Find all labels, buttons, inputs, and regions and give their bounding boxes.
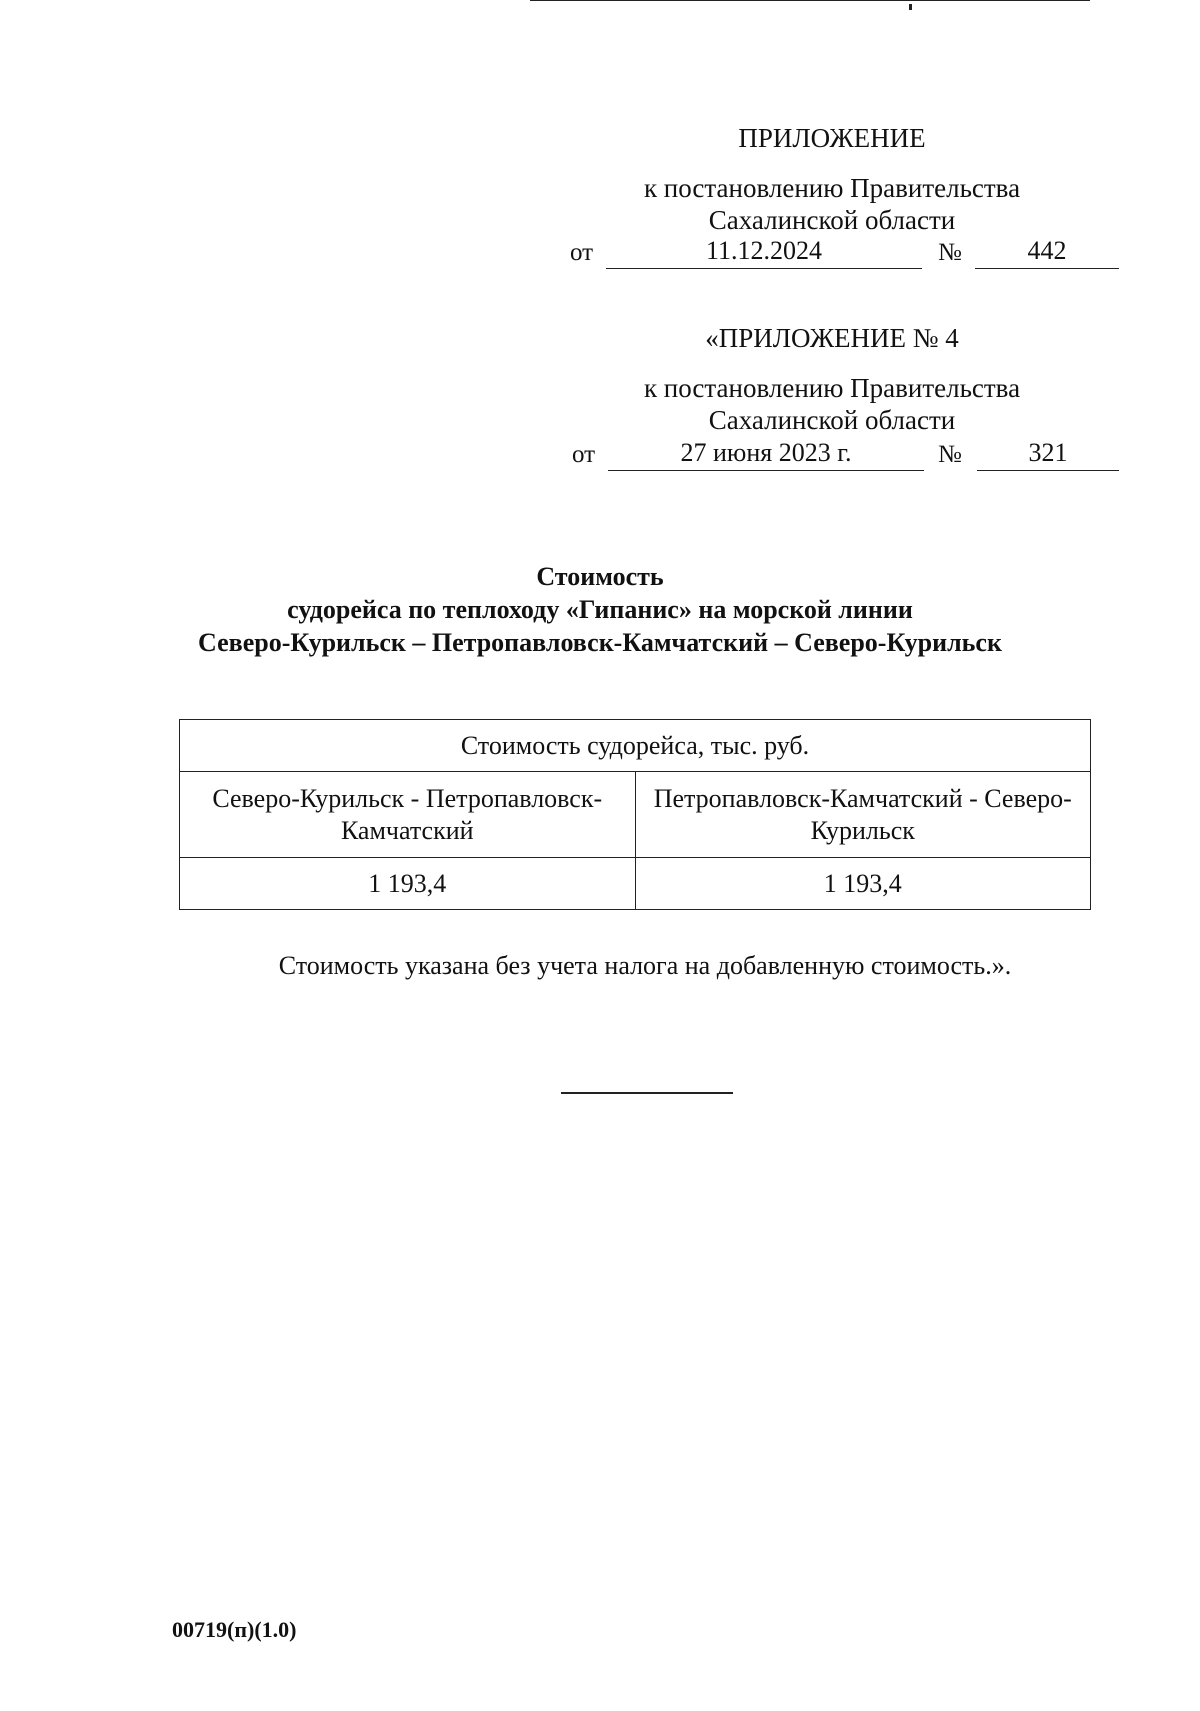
table-cell: 1 193,4 — [635, 858, 1091, 910]
table-header-cell: Стоимость судорейса, тыс. руб. — [180, 720, 1091, 772]
scan-mark — [909, 4, 912, 10]
attachment-date-underline — [606, 268, 922, 269]
table-row — [180, 772, 1091, 858]
original-attachment-from-label: от — [572, 441, 596, 468]
cost-table — [179, 719, 1091, 910]
attachment-number-underline — [975, 268, 1119, 269]
attachment-title: ПРИЛОЖЕНИЕ — [738, 123, 926, 153]
table-column-header: Петропавловск-Камчатский - Северо-Курильск — [635, 772, 1091, 858]
vat-note: Стоимость указана без учета налога на добавленную стоимость.». — [278, 951, 1012, 980]
original-attachment-number-label: № — [938, 441, 962, 468]
attachment-line1: к постановлению Правительства — [643, 173, 1021, 203]
original-attachment-line2: Сахалинской области — [708, 405, 956, 435]
original-attachment-line1: к постановлению Правительства — [643, 373, 1021, 403]
attachment-from-label: от — [570, 239, 594, 266]
footer-code: 00719(п)(1.0) — [172, 1617, 297, 1642]
heading-line1: Стоимость — [536, 562, 664, 591]
table-header-row — [180, 720, 1091, 772]
attachment-number-label: № — [938, 239, 962, 266]
top-edge-line — [530, 0, 1090, 1]
original-attachment-title: «ПРИЛОЖЕНИЕ № 4 — [705, 323, 959, 353]
table-column-header: Северо-Курильск - Петропавловск-Камчатский — [180, 772, 636, 858]
end-divider — [561, 1092, 733, 1094]
original-attachment-date: 27 июня 2023 г. — [680, 438, 852, 467]
heading-line2: судорейса по теплоходу «Гипанис» на морской линии — [287, 595, 913, 624]
table-cell: 1 193,4 — [180, 858, 636, 910]
table-row — [180, 858, 1091, 910]
attachment-date: 11.12.2024 — [705, 236, 823, 265]
heading-line3: Северо-Курильск – Петропавловск-Камчатский – Северо-Курильск — [198, 628, 1002, 657]
attachment-line2: Сахалинской области — [708, 205, 956, 235]
attachment-number: 442 — [1027, 236, 1067, 265]
original-attachment-number: 321 — [1028, 438, 1068, 467]
original-attachment-number-underline — [977, 470, 1119, 471]
original-attachment-date-underline — [608, 470, 924, 471]
